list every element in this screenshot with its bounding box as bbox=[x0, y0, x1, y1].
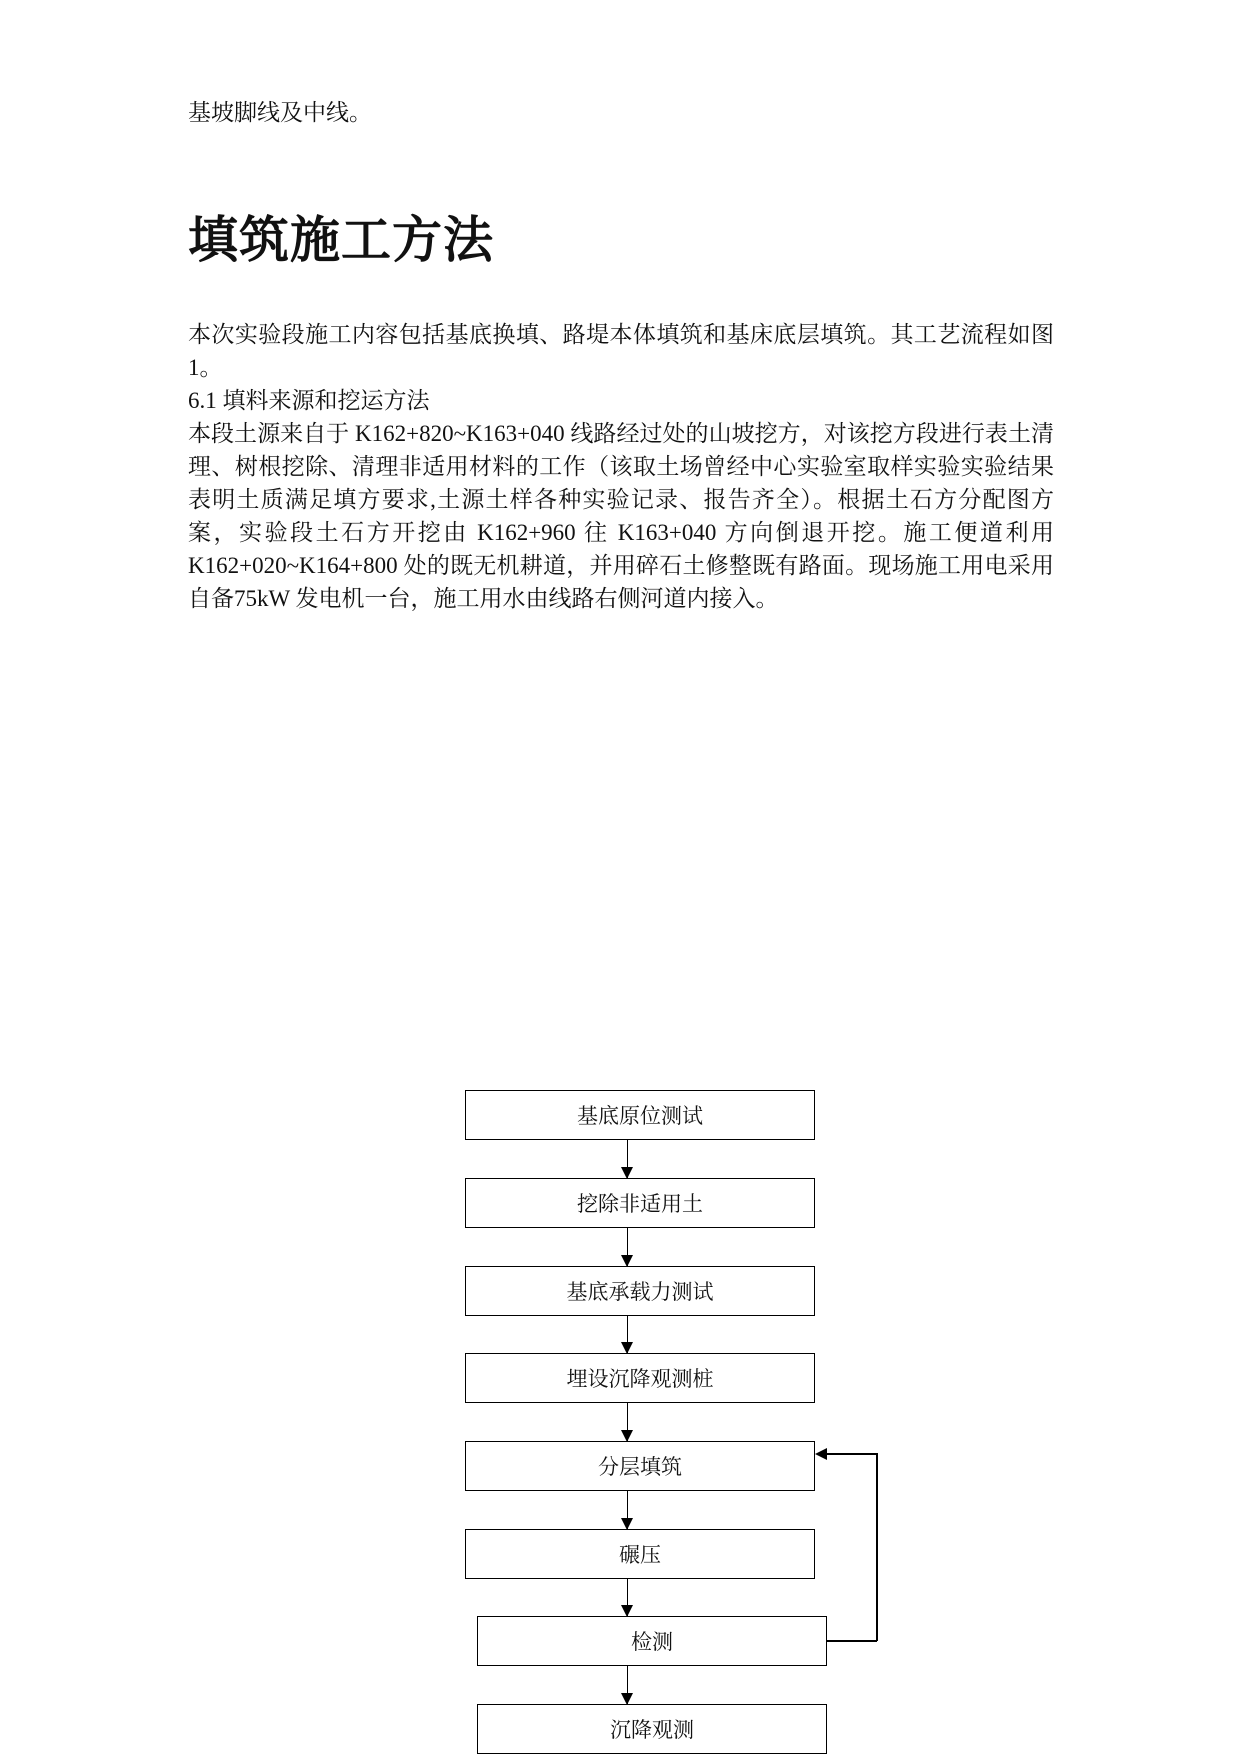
flow-step-7 bbox=[477, 1616, 827, 1666]
flow-arrow bbox=[627, 1228, 628, 1266]
flow-step-label: 沉降观测 bbox=[610, 1718, 694, 1742]
flow-arrow bbox=[627, 1140, 628, 1178]
body-paragraph: 本段土源来自于 K162+820~K163+040 线路经过处的山坡挖方，对该挖方段进行表土清理、树根挖除、清理非适用材料的工作（该取土场曾经中心实验室取样实验实验结果表明土质满足填方要求,土源土样各种实验记录、报告齐全）。根据土石方分配图方案，实验段土石方开挖由 K162+960 往 K163+040 方向倒退开挖。施工便道利用 K162+020~K164+800 处的既无机耕道，并用碎石土修整既有路面。现场施工用电采用自备75kW 发电机一台，施工用水由线路右侧河道内接入。 bbox=[188, 421, 1054, 611]
flow-step-label: 基底原位测试 bbox=[577, 1104, 703, 1128]
flow-step-label: 碾压 bbox=[619, 1543, 661, 1567]
loop-arrowhead bbox=[815, 1448, 827, 1460]
flow-arrow bbox=[627, 1403, 628, 1441]
flow-step-label: 基底承载力测试 bbox=[566, 1280, 714, 1304]
intro-paragraph: 本次实验段施工内容包括基底换填、路堤本体填筑和基床底层填筑。其工艺流程如图 1。 bbox=[188, 322, 1054, 380]
flow-step-label: 检测 bbox=[631, 1630, 673, 1654]
flow-step-label: 挖除非适用土 bbox=[577, 1192, 703, 1216]
section-heading: 填筑施工方法 bbox=[188, 212, 494, 268]
flow-arrow bbox=[627, 1666, 628, 1704]
loop-line-up bbox=[876, 1453, 878, 1641]
loop-line-back bbox=[826, 1453, 877, 1455]
flow-arrow bbox=[627, 1316, 628, 1353]
flow-step-4 bbox=[465, 1353, 815, 1403]
flow-step-3 bbox=[465, 1266, 815, 1316]
flow-step-label: 埋设沉降观测桩 bbox=[566, 1367, 714, 1391]
flow-step-2 bbox=[465, 1178, 815, 1228]
flow-arrow bbox=[627, 1491, 628, 1529]
flow-step-5 bbox=[465, 1441, 815, 1491]
flow-step-8 bbox=[477, 1704, 827, 1754]
flow-step-6 bbox=[465, 1529, 815, 1579]
loop-line-out bbox=[827, 1640, 877, 1642]
flow-step-label: 分层填筑 bbox=[598, 1455, 682, 1479]
subsection-title: 6.1 填料来源和挖运方法 bbox=[188, 388, 430, 413]
flow-step-1 bbox=[465, 1090, 815, 1140]
continuation-text: 基坡脚线及中线。 bbox=[188, 100, 372, 125]
flow-arrow bbox=[627, 1579, 628, 1616]
